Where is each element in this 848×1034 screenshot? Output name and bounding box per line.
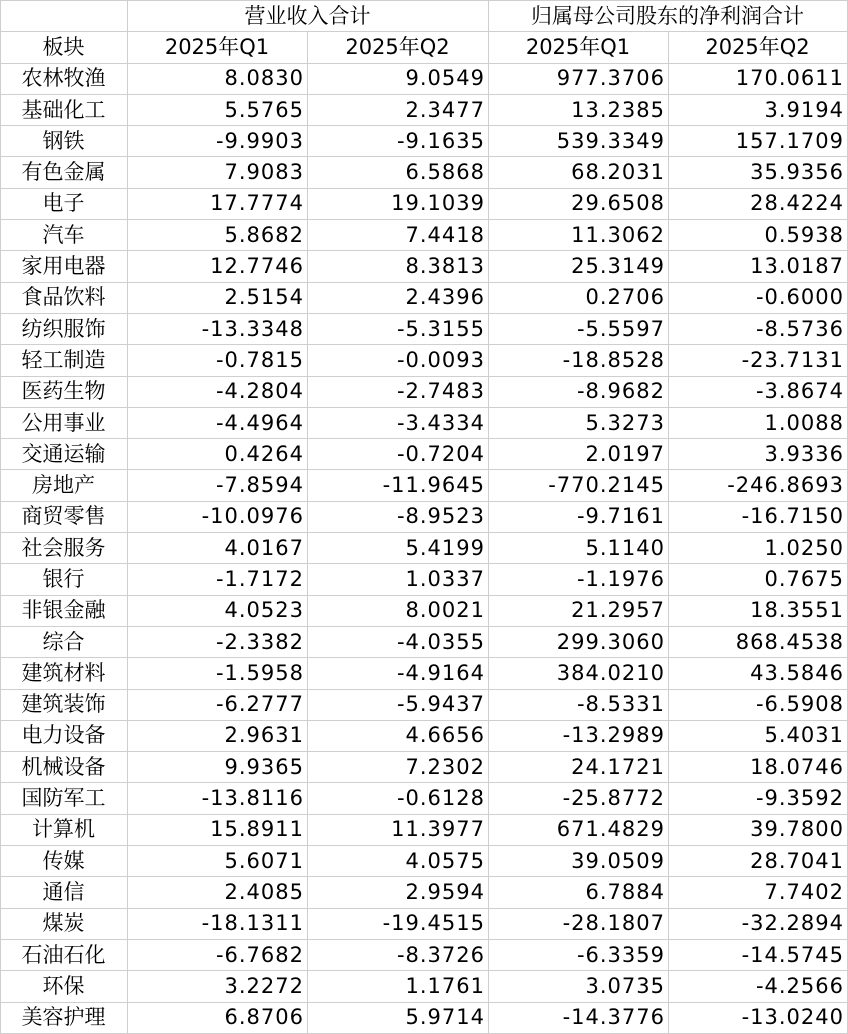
revenue-q2-cell: 4.6656 <box>308 720 489 751</box>
sector-name-cell: 国防军工 <box>1 783 128 814</box>
profit-q1-cell: -9.7161 <box>489 501 669 532</box>
table-row <box>1 720 848 751</box>
table-row <box>1 971 848 1002</box>
sector-name-cell: 食品饮料 <box>1 282 128 313</box>
profit-q1-cell: 24.1721 <box>489 752 669 783</box>
profit-q2-cell: -246.8693 <box>669 470 848 501</box>
sector-name-cell: 非银金融 <box>1 595 128 626</box>
revenue-q1-cell: 17.7774 <box>128 188 308 219</box>
revenue-q2-cell: 1.0337 <box>308 564 489 595</box>
revenue-q1-cell: 3.2272 <box>128 971 308 1002</box>
table-row <box>1 251 848 282</box>
table-row <box>1 752 848 783</box>
sector-name-cell: 煤炭 <box>1 908 128 939</box>
revenue-q1-cell: 8.0830 <box>128 63 308 94</box>
profit-q1-cell: 5.3273 <box>489 407 669 438</box>
profit-q2-cell: 157.1709 <box>669 126 848 157</box>
sector-name-cell: 传媒 <box>1 846 128 877</box>
sector-name-cell: 汽车 <box>1 220 128 251</box>
profit-q2-cell: 1.0250 <box>669 533 848 564</box>
column-header-profit-q1: 2025年Q1 <box>489 32 669 63</box>
revenue-q2-cell: -0.7204 <box>308 439 489 470</box>
revenue-q1-cell: -7.8594 <box>128 470 308 501</box>
profit-q1-cell: 3.0735 <box>489 971 669 1002</box>
sector-name-cell: 公用事业 <box>1 407 128 438</box>
profit-q1-cell: 6.7884 <box>489 877 669 908</box>
profit-q2-cell: -4.2566 <box>669 971 848 1002</box>
table-row <box>1 439 848 470</box>
profit-q2-cell: 0.7675 <box>669 564 848 595</box>
table-row <box>1 63 848 94</box>
profit-q1-cell: 39.0509 <box>489 846 669 877</box>
revenue-q1-cell: -13.8116 <box>128 783 308 814</box>
revenue-q2-cell: -11.9645 <box>308 470 489 501</box>
profit-q2-cell: 5.4031 <box>669 720 848 751</box>
revenue-q1-cell: 7.9083 <box>128 157 308 188</box>
sector-name-cell: 美容护理 <box>1 1002 128 1033</box>
profit-q1-cell: 25.3149 <box>489 251 669 282</box>
profit-q2-cell: 39.7800 <box>669 814 848 845</box>
revenue-q1-cell: -1.7172 <box>128 564 308 595</box>
revenue-q2-cell: -4.0355 <box>308 626 489 657</box>
revenue-q1-cell: -0.7815 <box>128 345 308 376</box>
sector-name-cell: 基础化工 <box>1 94 128 125</box>
profit-q1-cell: 0.2706 <box>489 282 669 313</box>
revenue-q2-cell: 6.5868 <box>308 157 489 188</box>
table-row <box>1 846 848 877</box>
revenue-q1-cell: -13.3348 <box>128 313 308 344</box>
profit-q2-cell: -6.5908 <box>669 689 848 720</box>
revenue-q1-cell: -2.3382 <box>128 626 308 657</box>
revenue-q2-cell: 8.0021 <box>308 595 489 626</box>
revenue-q2-cell: -9.1635 <box>308 126 489 157</box>
revenue-q1-cell: 4.0523 <box>128 595 308 626</box>
table-row <box>1 220 848 251</box>
profit-q2-cell: 35.9356 <box>669 157 848 188</box>
revenue-q2-cell: 4.0575 <box>308 846 489 877</box>
profit-q1-cell: -770.2145 <box>489 470 669 501</box>
profit-q1-cell: 384.0210 <box>489 658 669 689</box>
revenue-q2-cell: 2.3477 <box>308 94 489 125</box>
table-row <box>1 94 848 125</box>
sector-name-cell: 银行 <box>1 564 128 595</box>
column-header-profit-q2: 2025年Q2 <box>669 32 848 63</box>
profit-q2-cell: -3.8674 <box>669 376 848 407</box>
profit-q2-cell: 43.5846 <box>669 658 848 689</box>
sector-name-cell: 轻工制造 <box>1 345 128 376</box>
profit-q2-cell: 3.9194 <box>669 94 848 125</box>
table-row <box>1 376 848 407</box>
profit-q1-cell: 68.2031 <box>489 157 669 188</box>
profit-q2-cell: -23.7131 <box>669 345 848 376</box>
group-header-blank <box>1 1 128 32</box>
revenue-q1-cell: 0.4264 <box>128 439 308 470</box>
profit-q1-cell: -5.5597 <box>489 313 669 344</box>
revenue-q2-cell: -0.6128 <box>308 783 489 814</box>
revenue-q2-cell: -0.0093 <box>308 345 489 376</box>
profit-q1-cell: -25.8772 <box>489 783 669 814</box>
profit-q1-cell: -8.9682 <box>489 376 669 407</box>
revenue-q2-cell: -8.9523 <box>308 501 489 532</box>
profit-q2-cell: 7.7402 <box>669 877 848 908</box>
sector-name-cell: 家用电器 <box>1 251 128 282</box>
sector-name-cell: 商贸零售 <box>1 501 128 532</box>
profit-q1-cell: 5.1140 <box>489 533 669 564</box>
table-row <box>1 470 848 501</box>
sector-name-cell: 电力设备 <box>1 720 128 751</box>
sector-name-cell: 计算机 <box>1 814 128 845</box>
sector-name-cell: 环保 <box>1 971 128 1002</box>
sector-name-cell: 社会服务 <box>1 533 128 564</box>
profit-q2-cell: 1.0088 <box>669 407 848 438</box>
profit-q1-cell: -6.3359 <box>489 939 669 970</box>
column-header-revenue-q1: 2025年Q1 <box>128 32 308 63</box>
profit-q1-cell: 299.3060 <box>489 626 669 657</box>
sector-name-cell: 交通运输 <box>1 439 128 470</box>
revenue-q1-cell: 15.8911 <box>128 814 308 845</box>
revenue-q2-cell: -4.9164 <box>308 658 489 689</box>
profit-q1-cell: 29.6508 <box>489 188 669 219</box>
profit-q2-cell: 868.4538 <box>669 626 848 657</box>
table-row <box>1 407 848 438</box>
column-header-revenue-q2: 2025年Q2 <box>308 32 489 63</box>
sector-name-cell: 纺织服饰 <box>1 313 128 344</box>
revenue-q1-cell: -9.9903 <box>128 126 308 157</box>
profit-q2-cell: 170.0611 <box>669 63 848 94</box>
revenue-q2-cell: 9.0549 <box>308 63 489 94</box>
profit-q2-cell: -16.7150 <box>669 501 848 532</box>
table-row <box>1 564 848 595</box>
profit-q2-cell: 0.5938 <box>669 220 848 251</box>
group-header-revenue: 营业收入合计 <box>128 1 489 32</box>
revenue-q1-cell: 6.8706 <box>128 1002 308 1033</box>
table-row <box>1 908 848 939</box>
revenue-q2-cell: 5.9714 <box>308 1002 489 1033</box>
table-row <box>1 126 848 157</box>
group-header-row <box>1 1 848 32</box>
column-header-row <box>1 32 848 63</box>
table-row <box>1 1002 848 1033</box>
revenue-q1-cell: 5.6071 <box>128 846 308 877</box>
revenue-q2-cell: 7.4418 <box>308 220 489 251</box>
profit-q1-cell: -28.1807 <box>489 908 669 939</box>
profit-q1-cell: -14.3776 <box>489 1002 669 1033</box>
revenue-q2-cell: 7.2302 <box>308 752 489 783</box>
table-row <box>1 939 848 970</box>
revenue-q2-cell: 2.9594 <box>308 877 489 908</box>
revenue-q2-cell: -19.4515 <box>308 908 489 939</box>
profit-q2-cell: -32.2894 <box>669 908 848 939</box>
revenue-q1-cell: 12.7746 <box>128 251 308 282</box>
revenue-q2-cell: 2.4396 <box>308 282 489 313</box>
revenue-q1-cell: -18.1311 <box>128 908 308 939</box>
table-row <box>1 626 848 657</box>
profit-q1-cell: -1.1976 <box>489 564 669 595</box>
revenue-q1-cell: -6.7682 <box>128 939 308 970</box>
revenue-q2-cell: -3.4334 <box>308 407 489 438</box>
revenue-q1-cell: -4.2804 <box>128 376 308 407</box>
profit-q2-cell: -9.3592 <box>669 783 848 814</box>
table-row <box>1 157 848 188</box>
sector-name-cell: 通信 <box>1 877 128 908</box>
table-row <box>1 814 848 845</box>
sector-name-cell: 钢铁 <box>1 126 128 157</box>
sector-name-cell: 建筑材料 <box>1 658 128 689</box>
sector-name-cell: 有色金属 <box>1 157 128 188</box>
revenue-q2-cell: -2.7483 <box>308 376 489 407</box>
profit-q2-cell: 18.3551 <box>669 595 848 626</box>
revenue-q1-cell: 4.0167 <box>128 533 308 564</box>
profit-q1-cell: 13.2385 <box>489 94 669 125</box>
revenue-q2-cell: 11.3977 <box>308 814 489 845</box>
revenue-q2-cell: -8.3726 <box>308 939 489 970</box>
profit-q1-cell: -18.8528 <box>489 345 669 376</box>
table-row <box>1 595 848 626</box>
sector-name-cell: 建筑装饰 <box>1 689 128 720</box>
revenue-q1-cell: 2.9631 <box>128 720 308 751</box>
profit-q2-cell: 28.7041 <box>669 846 848 877</box>
table-row <box>1 313 848 344</box>
profit-q2-cell: 18.0746 <box>669 752 848 783</box>
table-row <box>1 783 848 814</box>
sector-name-cell: 医药生物 <box>1 376 128 407</box>
revenue-q2-cell: 8.3813 <box>308 251 489 282</box>
profit-q2-cell: -0.6000 <box>669 282 848 313</box>
sector-name-cell: 农林牧渔 <box>1 63 128 94</box>
profit-q1-cell: 21.2957 <box>489 595 669 626</box>
group-header-net-profit: 归属母公司股东的净利润合计 <box>489 1 848 32</box>
revenue-q1-cell: 2.5154 <box>128 282 308 313</box>
sector-name-cell: 石油石化 <box>1 939 128 970</box>
revenue-q1-cell: 9.9365 <box>128 752 308 783</box>
revenue-q2-cell: 1.1761 <box>308 971 489 1002</box>
revenue-q2-cell: -5.3155 <box>308 313 489 344</box>
sector-name-cell: 房地产 <box>1 470 128 501</box>
table-row <box>1 188 848 219</box>
profit-q2-cell: -13.0240 <box>669 1002 848 1033</box>
table-row <box>1 533 848 564</box>
revenue-q1-cell: -10.0976 <box>128 501 308 532</box>
revenue-q2-cell: 19.1039 <box>308 188 489 219</box>
sector-name-cell: 机械设备 <box>1 752 128 783</box>
sector-name-cell: 电子 <box>1 188 128 219</box>
profit-q1-cell: 11.3062 <box>489 220 669 251</box>
table-body <box>1 63 848 1033</box>
profit-q2-cell: -8.5736 <box>669 313 848 344</box>
revenue-q1-cell: 5.8682 <box>128 220 308 251</box>
profit-q1-cell: 977.3706 <box>489 63 669 94</box>
profit-q2-cell: -14.5745 <box>669 939 848 970</box>
table-row <box>1 658 848 689</box>
table-row <box>1 501 848 532</box>
revenue-q2-cell: -5.9437 <box>308 689 489 720</box>
profit-q1-cell: 671.4829 <box>489 814 669 845</box>
table-row <box>1 345 848 376</box>
column-header-sector: 板块 <box>1 32 128 63</box>
profit-q1-cell: 2.0197 <box>489 439 669 470</box>
revenue-q1-cell: -6.2777 <box>128 689 308 720</box>
revenue-q1-cell: 2.4085 <box>128 877 308 908</box>
profit-q1-cell: -13.2989 <box>489 720 669 751</box>
revenue-q1-cell: 5.5765 <box>128 94 308 125</box>
table-row <box>1 877 848 908</box>
table-row <box>1 689 848 720</box>
revenue-q1-cell: -4.4964 <box>128 407 308 438</box>
sector-name-cell: 综合 <box>1 626 128 657</box>
profit-q2-cell: 13.0187 <box>669 251 848 282</box>
table-row <box>1 282 848 313</box>
profit-q2-cell: 3.9336 <box>669 439 848 470</box>
revenue-q1-cell: -1.5958 <box>128 658 308 689</box>
profit-q2-cell: 28.4224 <box>669 188 848 219</box>
revenue-q2-cell: 5.4199 <box>308 533 489 564</box>
profit-q1-cell: 539.3349 <box>489 126 669 157</box>
profit-q1-cell: -8.5331 <box>489 689 669 720</box>
